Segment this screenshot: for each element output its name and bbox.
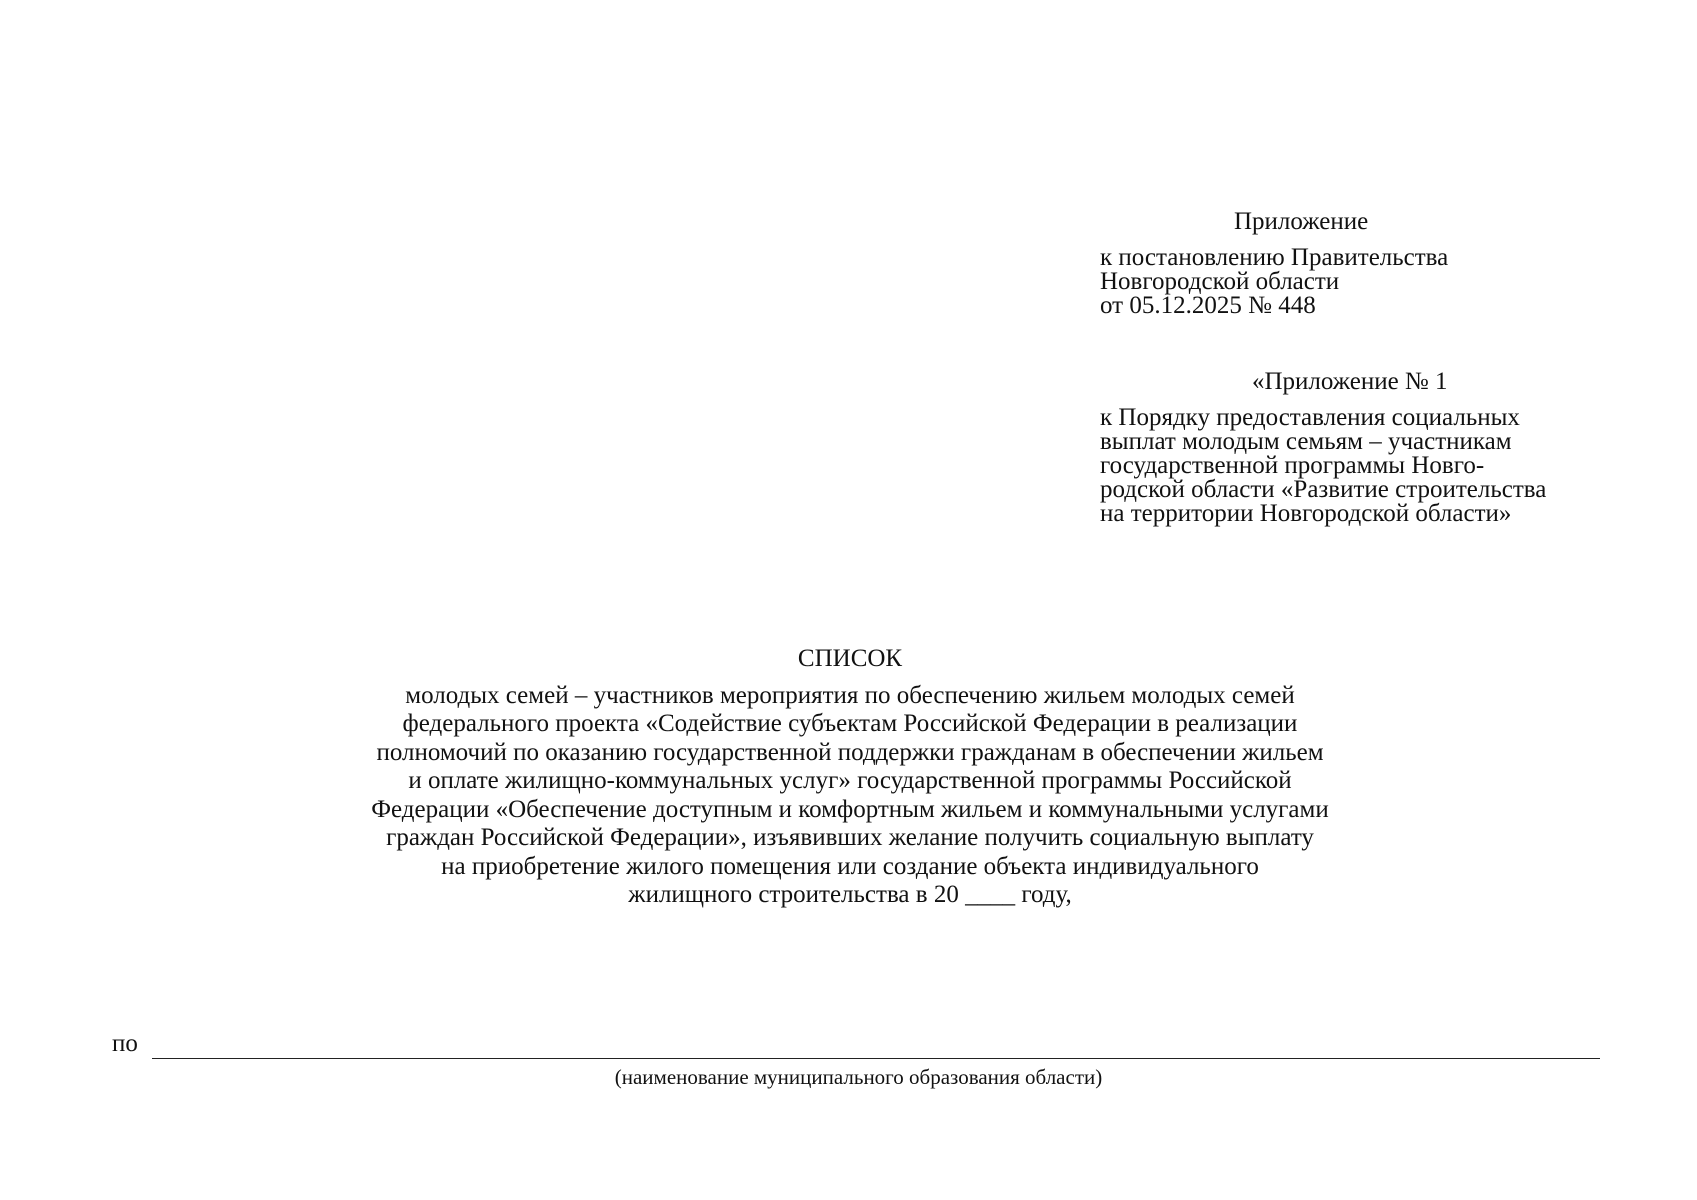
order-appendix-line: государственной программы Новго- — [1100, 452, 1485, 479]
order-appendix-heading: «Приложение № 1 — [1252, 368, 1448, 395]
municipality-field-caption: (наименование муниципального образования области) — [614, 1065, 1103, 1089]
appendix-header — [1100, 210, 1620, 318]
order-appendix-line: родской области «Развитие строительства — [1100, 476, 1547, 503]
list-title: СПИСОК — [797, 645, 903, 672]
list-description-line: граждан Российской Федерации», изъявивших желание получить социальную выплату — [386, 824, 1314, 851]
appendix-line: к постановлению Правительства — [1100, 244, 1449, 271]
list-description-line: молодых семей – участников мероприятия по обеспечению жильем молодых семей — [405, 681, 1295, 709]
order-appendix-line: выплат молодым семьям – участникам — [1100, 428, 1512, 455]
municipality-field-row — [112, 1030, 1602, 1062]
list-description-line: федерального проекта «Содействие субъектам Российской Федерации в реализации — [402, 710, 1298, 737]
list-description-line: и оплате жилищно-коммунальных услуг» государственной программы Российской — [408, 767, 1292, 794]
list-description-line: полномочий по оказанию государственной поддержки гражданам в обеспечении жильем — [376, 738, 1324, 766]
order-appendix-header — [1100, 370, 1620, 526]
appendix-heading: Приложение — [1234, 208, 1369, 235]
list-description-line: Федерации «Обеспечение доступным и комфортным жильем и коммунальными услугами — [371, 795, 1329, 823]
appendix-line: от 05.12.2025 № 448 — [1100, 292, 1316, 319]
order-appendix-line: к Порядку предоставления социальных — [1100, 404, 1520, 431]
order-appendix-line: на территории Новгородской области» — [1100, 500, 1512, 527]
appendix-line: Новгородской области — [1100, 268, 1340, 295]
municipality-field-blank[interactable] — [152, 1058, 1600, 1059]
list-title-block — [250, 645, 1450, 910]
list-description-line: на приобретение жилого помещения или создание объекта индивидуального — [441, 852, 1259, 880]
municipality-field-prefix: по — [112, 1030, 138, 1057]
list-description-line: жилищного строительства в 20 ____ году, — [628, 881, 1072, 908]
